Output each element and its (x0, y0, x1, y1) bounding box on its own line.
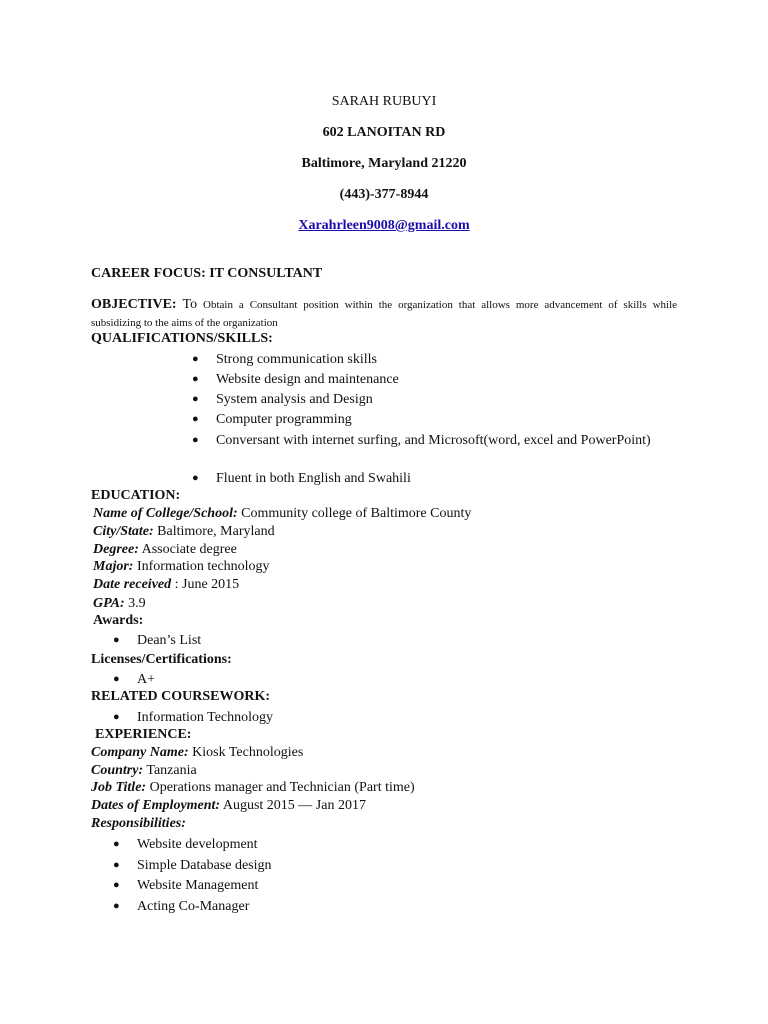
email-link[interactable]: Xarahrleen9008@gmail.com (298, 218, 470, 233)
bullet-icon: ● (192, 373, 199, 385)
gpa-field (93, 596, 146, 612)
coursework-heading: RELATED COURSEWORK: (91, 689, 271, 704)
career-focus: CAREER FOCUS: IT CONSULTANT (91, 266, 323, 281)
company-field: Company Name: Kiosk Technologies (91, 745, 304, 760)
degree-field (93, 542, 237, 558)
gpa-label: GPA: (93, 596, 125, 611)
date-field: Date received : June 2015 (93, 577, 240, 592)
bullet-icon: ● (192, 472, 199, 484)
licenses-label: Licenses/Certifications: (91, 652, 232, 667)
education-heading: EDUCATION: (91, 488, 181, 503)
country-label: Country: (91, 763, 144, 778)
job-title-label: Job Title: (91, 780, 147, 795)
bullet-icon: ● (113, 711, 120, 723)
address-line: 602 LANOITAN RD (322, 125, 446, 140)
major-field: Major: Information technology (93, 559, 270, 574)
objective-label: OBJECTIVE: (91, 297, 177, 312)
degree-value: Associate degree (141, 542, 237, 557)
city-label: City/State: (93, 524, 154, 539)
school-field: Name of College/School: Community college of Baltimore County (93, 506, 472, 521)
awards-label: Awards: (93, 613, 144, 628)
country-value: Tanzania (146, 763, 197, 778)
experience-heading: EXPERIENCE: (95, 727, 192, 742)
company-label: Company Name (91, 745, 184, 760)
objective-to: To (182, 297, 198, 312)
bullet-icon: ● (113, 879, 120, 891)
school-value: Community college of Baltimore County (241, 506, 472, 521)
bullet-icon: ● (113, 673, 120, 685)
country-field (91, 763, 197, 779)
school-label: Name of College/School (93, 506, 233, 521)
bullet-icon: ● (192, 413, 199, 425)
responsibilities-label: Responsibilities: (91, 816, 186, 831)
city-value: Baltimore, Maryland (157, 524, 275, 539)
bullet-icon: ● (113, 859, 120, 871)
bullet-icon: ● (113, 838, 120, 850)
dates-label: Dates of Employment: (91, 798, 221, 813)
objective-text: Obtain a Consultant position within the organization that allows more advancement of skills while subsidizing to the aims of the organization (91, 299, 678, 329)
date-label: Date received (93, 577, 172, 592)
gpa-value: 3.9 (128, 596, 146, 611)
phone-line: (443)-377-8944 (339, 187, 429, 202)
job-title-value: Operations manager and Technician (Part time) (149, 780, 415, 795)
job-title-field (91, 780, 415, 796)
major-value: Information technology (136, 559, 270, 574)
major-label: Major (93, 559, 129, 574)
candidate-name: SARAH RUBUYI (331, 94, 437, 109)
date-value: June 2015 (182, 577, 240, 592)
bullet-icon: ● (113, 900, 120, 912)
company-value: Kiosk Technologies (192, 745, 304, 760)
resume-page: SARAH RUBUYI 602 LANOITAN RD Baltimore, Maryland 21220 (443)-377-8944 Xarahrleen9008@gmail.com CAREER FOCUS: IT CONSULTANT OBJECTIVE: To Obtain a Consultant position within the organization that allows more advancement of skills while subsidizing to the aims of the organization QUALIFICATIONS/SKILLS: ● Strong communication skills ● Website design and maintenance ● System analysis and Design ● Computer programming ● Conversant with internet surfing, and Microsoft(word, excel and PowerPoint) ● Fluent in both English and Swahili EDUCATION: Name of College/School: Community college of Baltimore County City/State: Baltimore, Maryland Degree: Associate degree Major: Information technology Date received : June 2015 GPA: 3.9 Awards: ● Dean’s List Licenses/Certifications: ● A+ RELATED COURSEWORK: ● Information Technology EXPERIENCE: Company Name: Kiosk Technologies Country: Tanzania Job Title: Operations manager and Technician (Part time) Dates of Employment: August 2015 — Jan 2017 Responsibilities: ● Website development ● Simple Database design ● Website Management ● Acting Co-Manager (0, 0, 768, 1024)
city-line: Baltimore, Maryland 21220 (301, 156, 467, 171)
city-field (93, 524, 275, 540)
bullet-icon: ● (192, 434, 199, 446)
responsibilities-field (91, 816, 186, 832)
bullet-icon: ● (192, 393, 199, 405)
objective-paragraph (91, 296, 677, 332)
dates-value: August 2015 — Jan 2017 (222, 798, 366, 813)
bullet-icon: ● (192, 353, 199, 365)
bullet-icon: ● (113, 634, 120, 646)
dates-field (91, 798, 366, 814)
qualifications-heading: QUALIFICATIONS/SKILLS: (91, 331, 273, 346)
list-item: ● Conversant with internet surfing, and Microsoft(word, excel and PowerPoint) (192, 433, 651, 448)
degree-label: Degree: (93, 542, 139, 557)
